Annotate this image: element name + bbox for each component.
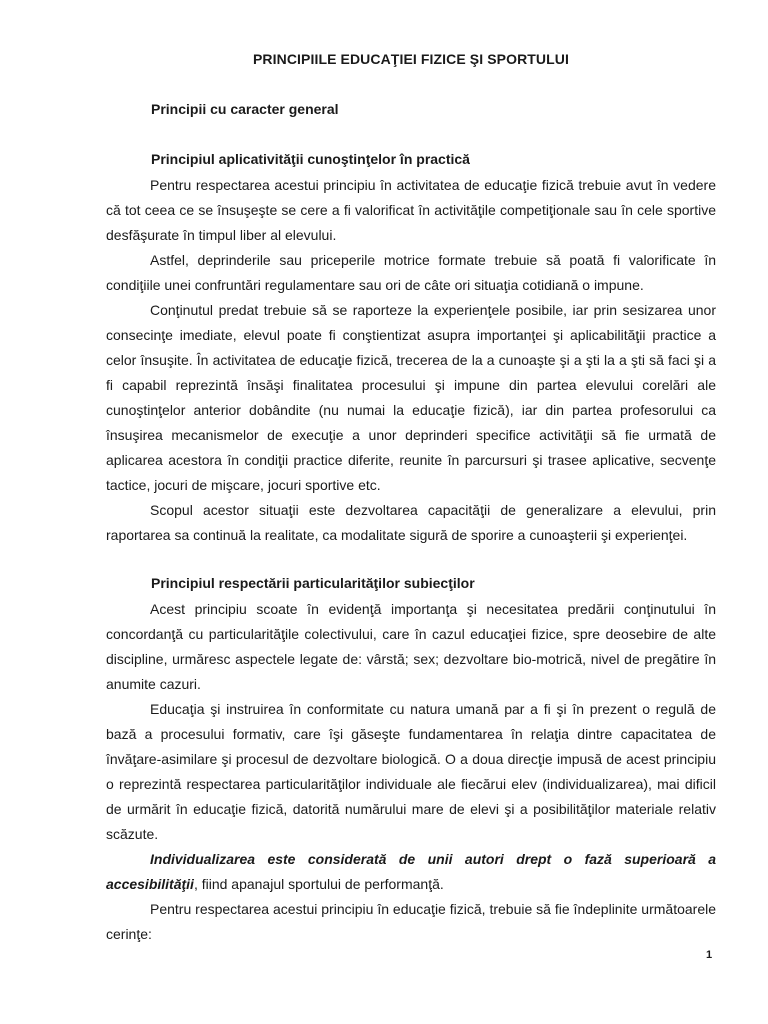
section1-paragraph: Scopul acestor situaţii este dezvoltarea capacităţii de generalizare a elevului, prin raportarea sa continuă la realitate, ca modalitate sigură de sporire a cunoaşterii şi experienţei. bbox=[106, 502, 716, 543]
heading-general-principles: Principii cu caracter general bbox=[151, 101, 339, 117]
section2-heading: Principiul respectării particularităţilor subiecţilor bbox=[151, 575, 475, 591]
section1-heading: Principiul aplicativităţii cunoştinţelor în practică bbox=[151, 151, 470, 167]
section1-paragraph: Astfel, deprinderile sau priceperile motrice formate trebuie să poată fi valorificate în condiţiile unei confruntări regulamentare sau ori de câte ori situaţia cotidiană o impune. bbox=[106, 252, 716, 293]
section1-body bbox=[106, 173, 716, 548]
section2-paragraph: Educaţia şi instruirea în conformitate cu natura umană par a fi şi în prezent o regulă de bază a procesului formativ, care îşi găseşte fundamentarea în relaţia dintre capacitatea de învăţare-asimilare şi procesul de dezvoltare biologică. O a doua direcţie impusă de acest principiu o reprezintă respectarea particularităţilor individuale ale fiecărui elev (individualizarea), mai dificil de urmărit în educaţie fizică, datorită numărului mare de elevi şi a posibilităţilor materiale relativ scăzute. bbox=[106, 701, 716, 842]
page-number: 1 bbox=[706, 949, 713, 961]
section2-emphasis-paragraph bbox=[106, 847, 716, 897]
section2-body bbox=[106, 597, 716, 947]
emphasis-rest-text: , fiind apanajul sportului de performanţă. bbox=[193, 876, 444, 892]
section2-last-paragraph: Pentru respectarea acestui principiu în educaţie fizică, trebuie să fie îndeplinite următoarele cerinţe: bbox=[106, 901, 716, 942]
emphasis-text: Individualizarea este considerată de unii autori drept o fază superioară a accesibilităţii bbox=[106, 851, 716, 892]
document-title: PRINCIPIILE EDUCAŢIEI FIZICE ŞI SPORTULUI bbox=[252, 51, 569, 67]
section1-paragraph: Conţinutul predat trebuie să se raporteze la experienţele posibile, iar prin sesizarea unor consecinţe imediate, elevul poate fi conştientizat asupra importanţei şi aplicabilităţii practice a celor însuşite. În activitatea de educaţie fizică, trecerea de la a cunoaşte şi a şti la a şti să faci şi a fi capabil reprezintă însăşi finalitatea procesului şi impune din partea elevului corelări ale cunoştinţelor anterior dobândite (nu numai la educaţie fizică), iar din partea profesorului ca însuşirea mecanismelor de execuţie a unor deprinderi specifice activităţii să fie urmată de aplicarea acestora în condiţii practice diferite, reunite în parcursuri şi trasee aplicative, secvenţe tactice, jocuri de mişcare, jocuri sportive etc. bbox=[106, 302, 716, 493]
section2-paragraph: Acest principiu scoate în evidenţă importanţa şi necesitatea predării conţinutului în concordanţă cu particularităţile colectivului, care în cazul educaţiei fizice, spre deosebire de alte discipline, urmăresc aspectele legate de: vârstă; sex; dezvoltare bio-motrică, nivel de pregătire în anumite cazuri. bbox=[106, 601, 716, 692]
section1-paragraph: Pentru respectarea acestui principiu în activitatea de educaţie fizică trebuie avut în vedere că tot ceea ce se însuşeşte se cere a fi valorificat în activităţile competiţionale sau în cele sportive desfăşurate în timpul liber al elevului. bbox=[106, 177, 716, 243]
